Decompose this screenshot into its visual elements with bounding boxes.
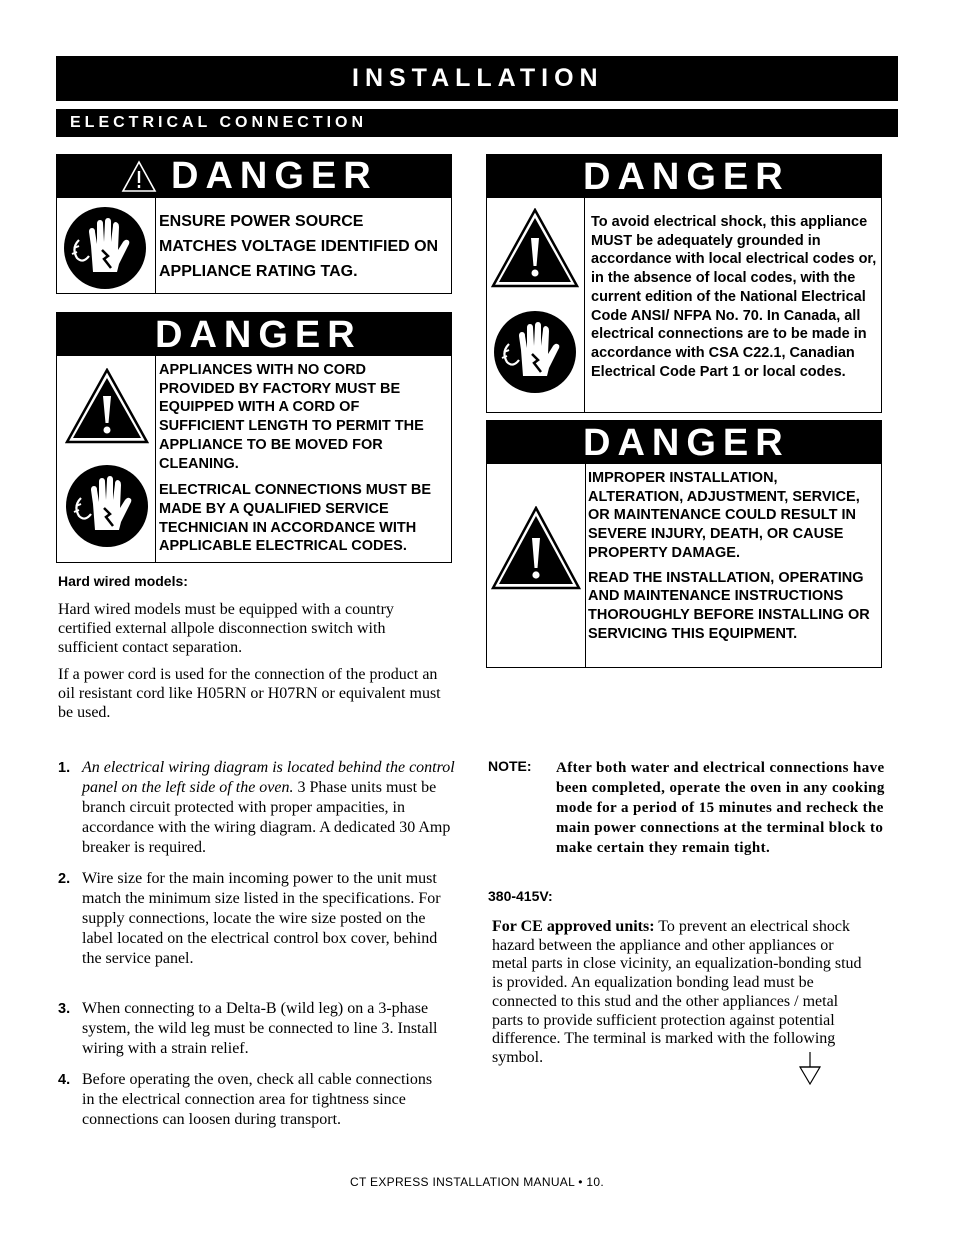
section-title: INSTALLATION (352, 64, 604, 92)
section-title-bar (56, 56, 898, 101)
ce-paragraph (492, 918, 872, 1068)
warning-triangle-icon (65, 368, 149, 444)
electric-shock-hand-icon (63, 206, 147, 290)
danger-header (57, 155, 451, 198)
danger-header (487, 155, 881, 198)
danger-message-improper: IMPROPER INSTALLATION, ALTERATION, ADJUSTMENT, SERVICE, OR MAINTENANCE COULD RESULT IN SEVERE INJURY, DEATH, OR CAUSE PROPERTY DAMAGE. (588, 470, 860, 561)
hard-wired-paragraph-2: If a power cord is used for the connection of the product an oil resistant cord like H05RN or H07RN or equivalent must be used. (58, 666, 441, 721)
warning-triangle-icon (121, 160, 157, 193)
warning-triangle-icon (491, 506, 581, 590)
warning-triangle-icon (491, 208, 579, 288)
danger-header (487, 421, 881, 464)
danger-text-cell (585, 198, 881, 412)
subsection-title-bar (56, 109, 898, 137)
danger-heading: DANGER (583, 156, 790, 198)
danger-message-qualified: ELECTRICAL CONNECTIONS MUST BE MADE BY A QUALIFIED SERVICE TECHNICIAN IN ACCORDANCE WITH APPLICABLE ELECTRICAL CODES. (159, 482, 432, 555)
step-text: 3 Phase units must be branch circuit protected with proper ampacities, in accordance with the wiring diagram. A dedicated 30 Amp breaker is required. (82, 779, 451, 856)
danger-text-cell (156, 198, 451, 293)
note-label: NOTE: (488, 758, 532, 774)
step-italic-note: An electrical wiring diagram is located behind the control panel on the left side of the oven. (82, 759, 455, 796)
danger-message-cord: APPLIANCES WITH NO CORD PROVIDED BY FACTORY MUST BE EQUIPPED WITH A CORD OF SUFFICIENT LENGTH TO PERMIT THE APPLIANCE TO BE MOVED FOR CLEANING. (159, 362, 424, 472)
danger-heading: DANGER (583, 422, 790, 464)
step-text: When connecting to a Delta-B (wild leg) on a 3-phase system, the wild leg must be connected to line 3. Install wiring with a strain relief. (82, 1000, 438, 1057)
danger-box-cord (56, 312, 452, 563)
danger-box-grounding (486, 154, 882, 413)
hard-wired-paragraph-1: Hard wired models must be equipped with a country certified external allpole disconnection switch with sufficient contact separation. (58, 601, 394, 656)
danger-message: ENSURE POWER SOURCE MATCHES VOLTAGE IDENTIFIED ON APPLIANCE RATING TAG. (159, 213, 439, 280)
voltage-heading: 380-415V: (488, 888, 553, 904)
danger-heading: DANGER (155, 314, 362, 356)
danger-text-cell (156, 356, 451, 562)
subsection-title: ELECTRICAL CONNECTION (70, 114, 368, 131)
step-3 (58, 999, 456, 1059)
step-number: 4. (58, 1072, 71, 1088)
ce-text: To prevent an electrical shock hazard between the appliance and other appliances or metal parts in close vicinity, an equalization-bonding stud is provided. An equalization bonding lead must be connected to this stud and the other appliances / metal parts to provide sufficient protection against potential difference. The terminal is marked with the following symbol. (492, 918, 862, 1066)
ce-lead: For CE approved units: (492, 918, 655, 935)
page-footer: CT EXPRESS INSTALLATION MANUAL • 10. (350, 1175, 604, 1189)
step-number: 1. (58, 760, 71, 776)
danger-box-voltage (56, 154, 452, 294)
step-2 (58, 869, 458, 969)
icon-cell (487, 464, 586, 667)
step-1 (58, 758, 472, 858)
step-text: Before operating the oven, check all cable connections in the electrical connection area for tightness since connections can loosen during transport. (82, 1071, 433, 1128)
icon-cell (57, 356, 156, 562)
danger-heading: DANGER (171, 155, 378, 197)
step-text: Wire size for the main incoming power to the unit must match the minimum size listed in the specifications. For supply connections, locate the wire size posted on the label located on the electrical control box cover, behind the service panel. (82, 870, 441, 967)
danger-message-read: READ THE INSTALLATION, OPERATING AND MAINTENANCE INSTRUCTIONS THOROUGHLY BEFORE INSTALLING OR SERVICING THIS EQUIPMENT. (588, 569, 870, 642)
danger-text-cell (586, 464, 881, 667)
danger-header (57, 313, 451, 356)
electric-shock-hand-icon (493, 310, 577, 394)
danger-message: To avoid electrical shock, this appliance MUST be adequately grounded in accordance with local electrical codes or, in the absence of local codes, with the current edition of the National Electrical Code ANSI/ NFPA No. 70. In Canada, all electrical connections are to be made in accordance with CSA C22.1, Canadian Electrical Code Part 1 or local codes. (591, 214, 877, 380)
note-block (488, 758, 908, 858)
step-number: 2. (58, 871, 71, 887)
icon-cell (487, 198, 585, 412)
step-number: 3. (58, 1001, 71, 1017)
equipotential-bonding-icon (798, 1050, 822, 1090)
hard-wired-heading: Hard wired models: (58, 573, 188, 589)
electric-shock-hand-icon (65, 464, 149, 548)
note-text: After both water and electrical connections have been completed, operate the oven in any cooking mode for a period of 15 minutes and recheck the main power connections at the terminal block to make certain they remain tight. (556, 760, 885, 856)
icon-cell (57, 198, 156, 293)
step-4 (58, 1070, 438, 1130)
danger-box-improper-installation (486, 420, 882, 668)
